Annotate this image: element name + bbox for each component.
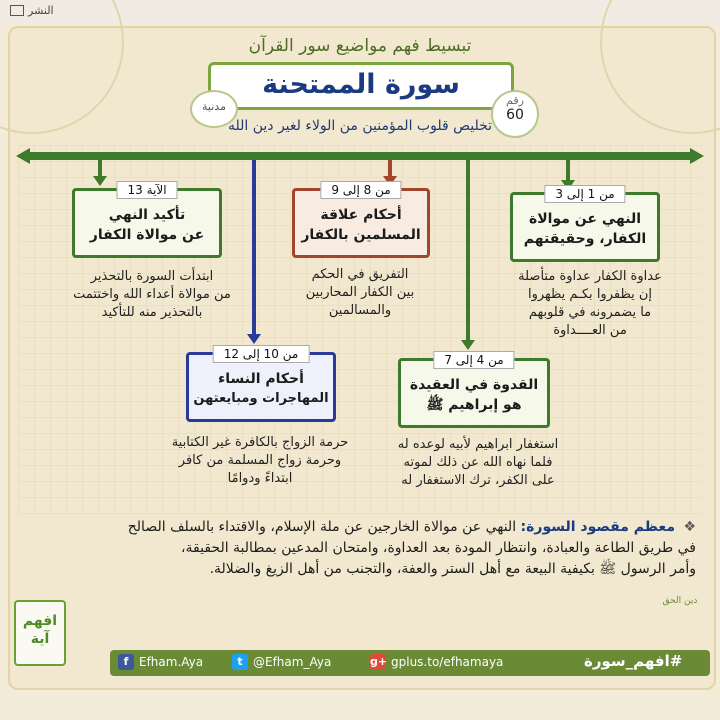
section-range: من 1 إلى 3 xyxy=(544,185,625,203)
logo-text: دين الحق xyxy=(662,596,698,606)
section-title: تأكيد النهي xyxy=(108,207,186,223)
desc-line: على الكفر، ترك الاستغفار له xyxy=(401,473,555,488)
section-title: المهاجرات ومبايعتهن xyxy=(193,391,329,406)
section-description xyxy=(150,434,370,488)
arrow-icon xyxy=(93,176,107,186)
desc-line: ابتدأت السورة بالتحذير xyxy=(90,269,214,284)
section-title: أحكام النساء xyxy=(218,371,304,387)
twitter-link[interactable] xyxy=(232,654,331,670)
section-description xyxy=(52,268,252,322)
section-title: هو إبراهيم ﷺ xyxy=(426,397,522,413)
section-range: من 4 إلى 7 xyxy=(433,351,514,369)
gplus-icon: g+ xyxy=(370,655,388,668)
desc-line: وحرمة زواج المسلمة من كافر xyxy=(178,453,342,468)
desc-line: بالتحذير منه للتأكيد xyxy=(101,305,203,320)
desc-line: التفريق في الحكم xyxy=(311,267,409,282)
desc-line: استغفار ابراهيم لأبيه لوعده له xyxy=(397,437,559,452)
section-title: أحكام علاقة xyxy=(320,207,402,223)
twitter-icon: t xyxy=(232,654,248,670)
surah-type-badge: مدنية xyxy=(190,90,238,128)
section-box xyxy=(292,183,430,258)
deen-alhaq-logo xyxy=(660,596,700,636)
section-title: النهي عن موالاة xyxy=(528,211,642,227)
desc-line: من العــــداوة xyxy=(553,323,627,338)
logo-text: آية xyxy=(30,631,50,647)
section-title: القدوة في العقيدة xyxy=(409,377,539,393)
desc-line: ابتداءً ودوامًا xyxy=(227,471,293,486)
desc-line: فلما نهاه الله عن ذلك لموته xyxy=(403,455,553,470)
section-box xyxy=(398,353,550,428)
surah-title: سورة الممتحنة xyxy=(262,69,460,100)
section-title: عن موالاة الكفار xyxy=(89,227,205,243)
main-purpose xyxy=(60,517,696,580)
main-purpose-label: معظم مقصود السورة: xyxy=(520,519,675,535)
main-purpose-text: النهي عن موالاة الخارجين عن ملة الإسلام، والاقتداء بالسلف الصالح xyxy=(127,519,517,535)
star-icon: ❖ xyxy=(683,519,696,535)
share-label: النشر xyxy=(28,4,54,17)
section-box xyxy=(72,183,222,258)
gplus-link[interactable] xyxy=(370,654,503,670)
number-label: رقم xyxy=(506,94,524,107)
surah-theme: تخليص قلوب المؤمنين من الولاء لغير دين الله xyxy=(227,118,493,134)
main-purpose-text: وأمر الرسول ﷺ بكيفية البيعة مع أهل الستر والعفة، والتجنب من أهل الزيغ والضلالة. xyxy=(209,561,696,577)
section-range: الآية 13 xyxy=(116,181,177,199)
section-title: المسلمين بالكفار xyxy=(301,227,421,243)
subtitle: تبسيط فهم مواضيع سور القرآن xyxy=(248,36,472,56)
facebook-handle: Efham.Aya xyxy=(139,655,204,669)
surah-number: 60 xyxy=(506,107,524,123)
connector-line xyxy=(466,160,470,346)
facebook-icon: f xyxy=(118,654,134,670)
section-range: من 8 إلى 9 xyxy=(320,181,401,199)
section-range: من 10 إلى 12 xyxy=(213,345,310,363)
section-title: الكفار، وحقيقتهم xyxy=(523,231,647,247)
desc-line: ما يضمرونه في قلوبهم xyxy=(528,305,652,320)
efham-aya-logo xyxy=(14,600,66,666)
facebook-link[interactable] xyxy=(118,654,203,670)
arrow-icon xyxy=(461,340,475,350)
main-connector-bar xyxy=(30,152,690,160)
twitter-handle: @Efham_Aya xyxy=(253,655,332,669)
hashtag: #افهم_سورة xyxy=(584,652,683,670)
desc-line: إن يظفروا بكـم يظهروا xyxy=(527,287,653,302)
desc-line: بين الكفار المحاربين xyxy=(305,285,415,300)
section-description xyxy=(378,436,578,490)
desc-line: حرمة الزواج بالكافرة غير الكتابية xyxy=(171,435,349,450)
logo-text: افهم xyxy=(22,613,58,629)
main-purpose-text: في طريق الطاعة والعبادة، وانتظار المودة بعد العداوة، وامتحان المدعين بمطالبة الحقيقة، xyxy=(181,540,696,556)
surah-title-box xyxy=(208,62,514,110)
desc-line: والمسالمين xyxy=(328,303,392,318)
desc-line: عداوة الكفار عداوة متأصلة xyxy=(518,269,662,284)
desc-line: من موالاة أعداء الله واختتمت xyxy=(73,287,231,302)
gplus-url: gplus.to/efhamaya xyxy=(391,655,504,669)
section-box xyxy=(186,347,336,422)
arrow-icon xyxy=(247,334,261,344)
section-description xyxy=(490,268,690,340)
connector-line xyxy=(252,160,256,338)
section-box xyxy=(510,187,660,262)
section-description xyxy=(280,266,440,320)
